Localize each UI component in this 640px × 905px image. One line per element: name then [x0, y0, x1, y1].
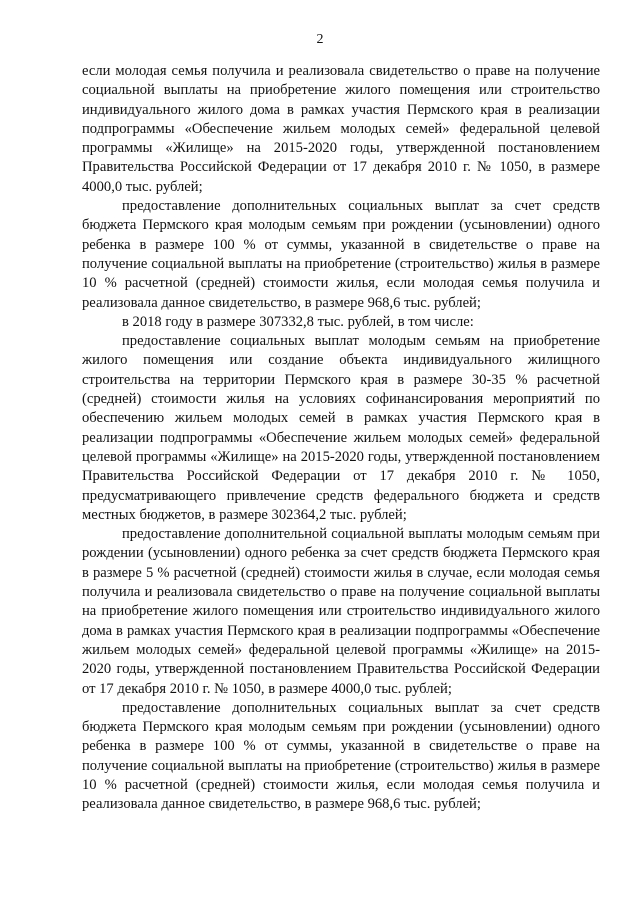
paragraph-2018-total: в 2018 году в размере 307332,8 тыс. рублей, в том числе: — [122, 313, 474, 330]
paragraph-additional-payment-birth: предоставление дополнительной социальной выплаты молодым семьям при рождении (усыновлении) одного ребенка за счет средств бюджета Пермского края в размере 5 % расчетной (средней) стоимости жилья в случае, если молодая семья получила и реализовала свидетельство о праве на получение социальной выплаты на приобретение жилого помещения или строительство индивидуального жилого дома в рамках участия Пермского края в реализации подпрограммы «Обеспечение жильем молодых семей» федеральной целевой программы «Жилище» на 2015-2020 годы, утвержденной постановлением Правительства Российской Федерации от 17 декабря 2010 г. № 1050, в размере 4000,0 тыс. рублей; — [82, 526, 600, 697]
paragraph-continuation: если молодая семья получила и реализовала свидетельство о праве на получение социальной выплаты на приобретение жилого помещения или строительство индивидуального жилого дома в рамках участия Пермского края в реализации подпрограммы «Обеспечение жильем молодых семей» федеральной целевой программы «Жилище» на 2015-2020 годы, утвержденной постановлением Правительства Российской Федерации от 17 декабря 2010 г. № 1050, в размере 4000,0 тыс. рублей; — [82, 63, 600, 195]
document-body — [82, 62, 600, 815]
page-number: 2 — [316, 32, 324, 47]
paragraph-additional-payments: предоставление дополнительных социальных выплат за счет средств бюджета Пермского края молодым семьям при рождении (усыновлении) одного ребенка в размере 100 % от суммы, указанной в свидетельстве о праве на получение социальной выплаты на приобретение (строительство) жилья в размере 10 % расчетной (средней) стоимости жилья, если молодая семья получила и реализовала данное свидетельство, в размере 968,6 тыс. рублей; — [82, 198, 600, 311]
paragraph-additional-payments-2: предоставление дополнительных социальных выплат за счет средств бюджета Пермского края молодым семьям при рождении (усыновлении) одного ребенка в размере 100 % от суммы, указанной в свидетельстве о праве на получение социальной выплаты на приобретение (строительство) жилья в размере 10 % расчетной (средней) стоимости жилья, если молодая семья получила и реализовала данное свидетельство, в размере 968,6 тыс. рублей; — [82, 699, 600, 813]
paragraph-social-payments: предоставление социальных выплат молодым семьям на приобретение жилого помещения или создание объекта индивидуального жилищного строительства на территории Пермского края в размере 30-35 % расчетной (средней) стоимости жилья на условиях софинансирования мероприятий по обеспечению жильем молодых семей в рамках участия Пермского края в реализации подпрограммы «Обеспечение жильем молодых семей» федеральной целевой программы «Жилище» на 2015-2020 годы, утвержденной постановлением Правительства Российской Федерации от 17 декабря 2010 г. № 1050, предусматривающего привлечение средств федерального бюджета и средств местных бюджетов, в размере 302364,2 тыс. рублей; — [82, 333, 600, 523]
